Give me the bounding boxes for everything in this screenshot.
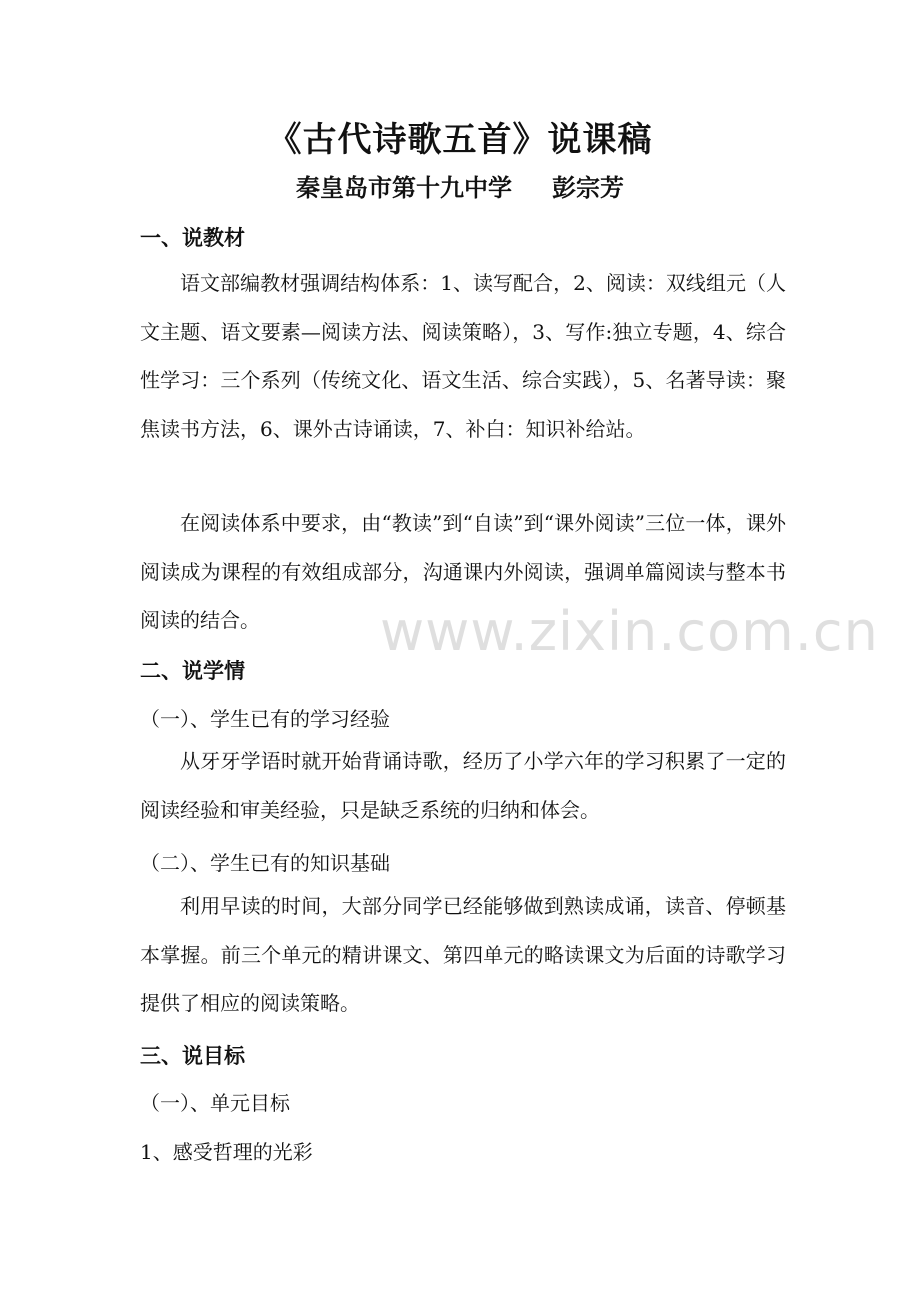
watermark: www.zixin.com.cn (380, 600, 879, 663)
school-name: 秦皇岛市第十九中学 (296, 174, 512, 202)
students-paragraph-1: 从牙牙学语时就开始背诵诗歌，经历了小学六年的学习积累了一定的阅读经验和审美经验，只是缺乏系统的归纳和体会。 (140, 749, 786, 822)
teaching-material-paragraph-2: 在阅读体系中要求，由“教读”到“自读”到“课外阅读”三位一体，课外阅读成为课程的有效组成部分，沟通课内外阅读，强调单篇阅读与整本书阅读的结合。 (140, 511, 786, 632)
goals-subheading-1: （一）、单元目标 (140, 1091, 290, 1115)
section-heading-goals: 三、说目标 (140, 1044, 245, 1068)
section-heading-teaching-material: 一、说教材 (140, 226, 245, 250)
students-subheading-2: （二）、学生已有的知识基础 (140, 851, 390, 875)
document-title: 《古代诗歌五首》说课稿 (267, 120, 653, 160)
teaching-material-paragraph-1: 语文部编教材强调结构体系：1、读写配合，2、阅读：双线组元（人文主题、语文要素—阅读方法、阅读策略），3、写作:独立专题，4、综合性学习：三个系列（传统文化、语文生活、综合实践），5、名著导读：聚焦读书方法，6、课外古诗诵读，7、补白：知识补给站。 (140, 271, 786, 441)
document-subtitle (0, 168, 920, 203)
goals-item-1: 1、感受哲理的光彩 (140, 1140, 313, 1164)
section-heading-students: 二、说学情 (140, 659, 245, 683)
students-paragraph-2: 利用早读的时间，大部分同学已经能够做到熟读成诵，读音、停顿基本掌握。前三个单元的精讲课文、第四单元的略读课文为后面的诗歌学习提供了相应的阅读策略。 (140, 894, 786, 1015)
author-name: 彭宗芳 (552, 174, 624, 202)
students-subheading-1: （一）、学生已有的学习经验 (140, 707, 390, 731)
